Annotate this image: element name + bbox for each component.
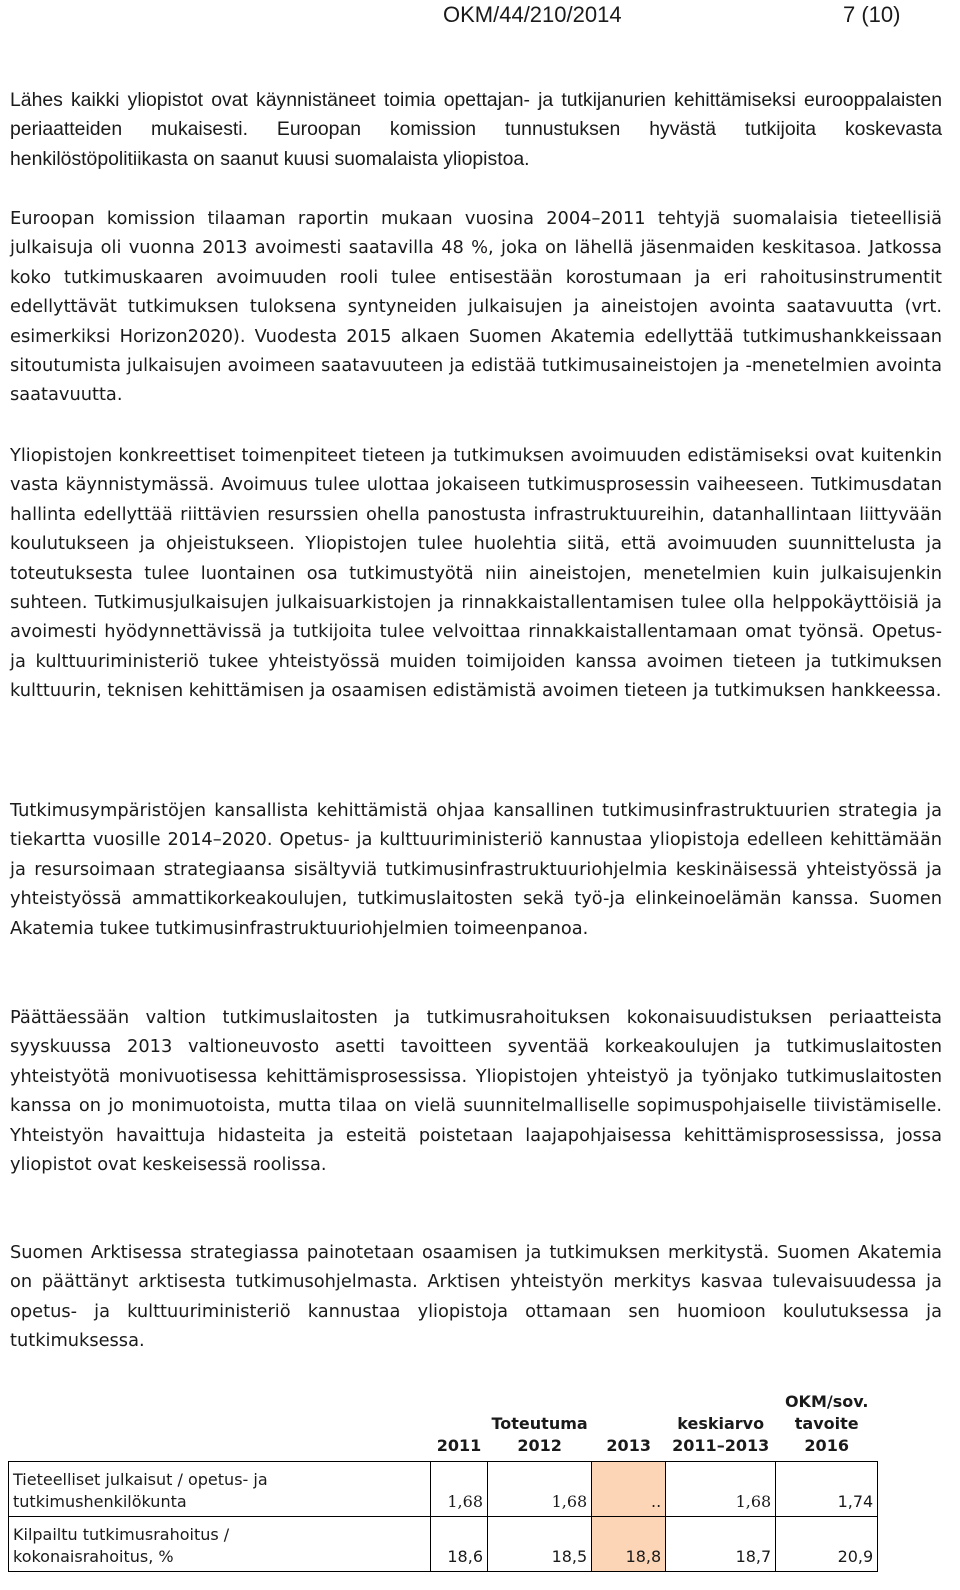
- table-header-row: [9, 1391, 878, 1462]
- table-header-2013: 2013: [606, 1436, 651, 1455]
- cell-2012: 18,5: [488, 1517, 592, 1572]
- row-label: Tieteelliset julkaisut / opetus- ja tutkimushenkilökunta: [9, 1462, 431, 1517]
- paragraph: Lähes kaikki yliopistot ovat käynnistäneet toimia opettajan- ja tutkijanurien kehittämiseksi eurooppalaisten periaatteiden mukaisesti. Euroopan komission tunnustuksen hyvästä tutkijoita koskevasta henkilöstöpolitiikasta on saanut kuusi suomalaista yliopistoa.: [10, 89, 942, 170]
- paragraph: Euroopan komission tilaaman raportin mukaan vuosina 2004–2011 tehtyjä suomalaisia tieteellisiä julkaisuja oli vuonna 2013 avoimesti saatavilla 48 %, joka on lähellä jäsenmaiden keskitasoa. Jatkossa koko tutkimuskaaren avoimuuden rooli tulee entisestään korostumaan ja eri rahoitusinstrumentit edellyttävät tutkimuksen tuloksena syntyneiden julkaisujen ja aineistojen avointa saatavuutta (vrt. esimerkiksi Horizon2020). Vuodesta 2015 alkaen Suomen Akatemia edellyttää tutkimushankkeissaan sitoutumista julkaisujen avoimeen saatavuuteen ja edistää tutkimusaineistojen ja -menetelmien avointa saatavuutta.: [10, 208, 942, 406]
- page-number: 7 (10): [843, 2, 901, 27]
- table-header-2011: 2011: [436, 1436, 482, 1455]
- cell-target: 1,74: [776, 1462, 878, 1517]
- cell-2013: 18,8: [592, 1517, 666, 1572]
- table-row: [9, 1462, 878, 1517]
- cell-2012: 1,68: [488, 1462, 592, 1517]
- table-header-average: keskiarvo 2011–2013: [672, 1414, 770, 1455]
- table-row: [9, 1517, 878, 1572]
- paragraph: Tutkimusympäristöjen kansallista kehittämistä ohjaa kansallinen tutkimusinfrastruktuurien strategia ja tiekartta vuosille 2014–2020. Opetus- ja kulttuuriministeriö kannustaa yliopistoja edelleen kehittämään ja resursoimaan strategiaansa sisältyviä tutkimusinfrastruktuuriohjelmia keskinäisessä yhteistyössä ja yhteistyössä ammattikorkeakoulujen, tutkimuslaitosten sekä työ-ja elinkeinoelämän kanssa. Suomen Akatemia tukee tutkimusinfrastruktuuriohjelmien toimeenpanoa.: [10, 800, 942, 939]
- indicator-table: [8, 1391, 878, 1572]
- table-header-2012: Toteutuma 2012: [491, 1414, 588, 1455]
- cell-2011: 1,68: [431, 1462, 488, 1517]
- paragraph: Yliopistojen konkreettiset toimenpiteet tieteen ja tutkimuksen avoimuuden edistämiseksi ovat kuitenkin vasta käynnistymässä. Avoimuus tulee ulottaa jokaiseen tutkimusprosessin vaiheeseen. Tutkimusdatan hallinta edellyttää riittävien resurssien ohella panostusta infrastruktuureihin, datanhallintaan liittyvään koulutukseen ja ohjeistukseen. Yliopistojen tulee huolehtia siitä, että avoimuuden suunnittelusta ja toteutuksesta tulee luontainen osa tutkimustyötä niin aineistojen, menetelmien kuin julkaisujenkin suhteen. Tutkimusjulkaisujen julkaisuarkistojen ja rinnakkaistallentamisen tulee olla helppokäyttöisiä ja avoimesti hyödynnettävissä ja tutkijoita tulee velvoittaa rinnakkaistallentamaan omat työnsä. Opetus- ja kulttuuriministeriö tukee yhteistyössä muiden toimijoiden kanssa avoimen tieteen ja tutkimuksen kulttuurin, teknisen kehittämisen ja osaamisen edistämistä avoimen tieteen ja tutkimuksen hankkeessa.: [10, 445, 942, 702]
- paragraph: Suomen Arktisessa strategiassa painotetaan osaamisen ja tutkimuksen merkitystä. Suomen Akatemia on päättänyt arktisesta tutkimusohjelmasta. Arktisen yhteistyön merkitys kasvaa tulevaisuudessa ja opetus- ja kulttuuriministeriö kannustaa yliopistoja ottamaan sen huomioon koulutuksessa ja tutkimuksessa.: [10, 1242, 942, 1352]
- document-reference: OKM/44/210/2014: [443, 2, 622, 27]
- table-header-label: [9, 1391, 431, 1462]
- cell-2011: 18,6: [431, 1517, 488, 1572]
- cell-target: 20,9: [776, 1517, 878, 1572]
- table-header-target: OKM/sov. tavoite 2016: [784, 1392, 869, 1455]
- cell-average: 18,7: [666, 1517, 776, 1572]
- paragraph: Päättäessään valtion tutkimuslaitosten ja tutkimusrahoituksen kokonaisuudistuksen periaatteista syyskuussa 2013 valtioneuvosto asetti tavoitteen syventää korkeakoulujen ja tutkimuslaitosten yhteistyötä monivuotisessa kehittämisprosessissa. Yliopistojen yhteistyö ja työnjako tutkimuslaitosten kanssa on jo monimuotoista, mutta tilaa on vielä suunnitelmalliselle sopimuspohjaiselle tiivistämiselle. Yhteistyön havaittuja hidasteita ja esteitä poistetaan laajapohjaisessa kehittämisprosessissa, jossa yliopistot ovat keskeisessä roolissa.: [10, 1007, 942, 1176]
- row-label: Kilpailtu tutkimusrahoitus / kokonaisrahoitus, %: [9, 1517, 431, 1572]
- page-header: [0, 0, 960, 30]
- cell-average: 1,68: [666, 1462, 776, 1517]
- cell-2013: ..: [592, 1462, 666, 1517]
